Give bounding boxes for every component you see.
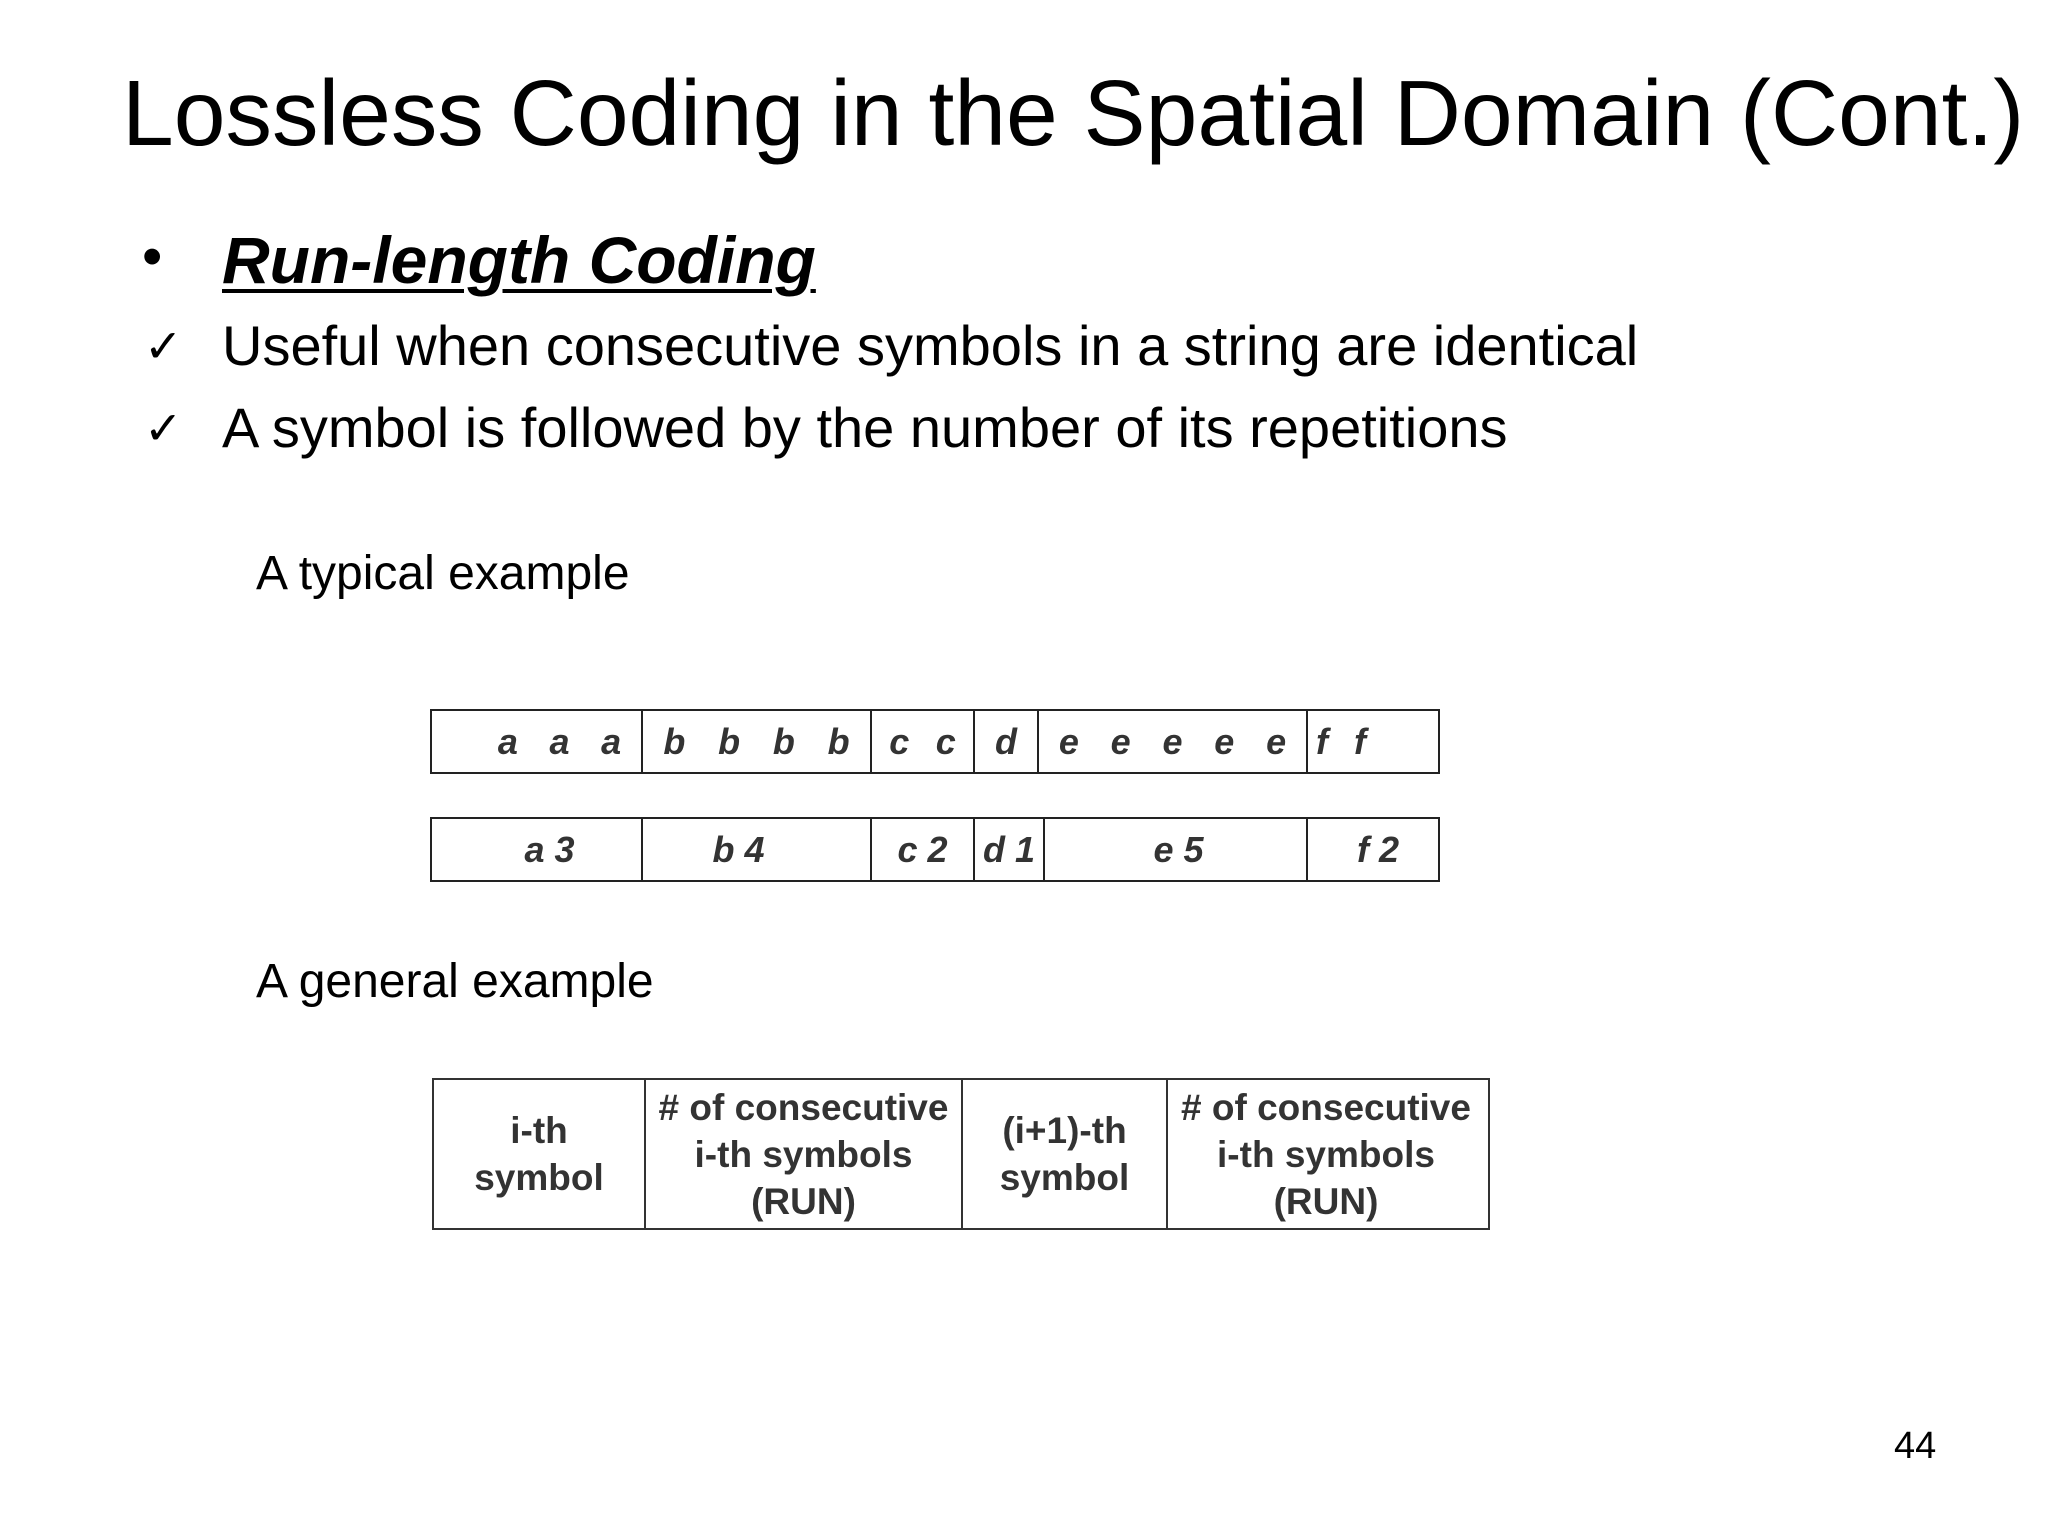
symbol-c: c bbox=[935, 720, 956, 762]
run-group-a bbox=[432, 711, 641, 772]
symbol-e: e bbox=[1214, 720, 1235, 762]
cell-line: # of consecutive bbox=[658, 1086, 949, 1128]
symbol-e: e bbox=[1110, 720, 1131, 762]
symbol-c: c bbox=[889, 720, 910, 762]
section-heading: Run-length Coding bbox=[222, 223, 816, 297]
symbol-e: e bbox=[1058, 720, 1079, 762]
cell-line: (RUN) bbox=[751, 1180, 856, 1222]
encoded-run: f 2 bbox=[1306, 819, 1438, 880]
encoded-run: c 2 bbox=[870, 819, 973, 880]
cell-line: symbol bbox=[999, 1157, 1130, 1198]
run-group-c bbox=[870, 711, 973, 772]
cell-line: i-th symbols bbox=[694, 1133, 913, 1175]
point-2: A symbol is followed by the number of its repetitions bbox=[222, 396, 1508, 459]
run-group-e bbox=[1037, 711, 1306, 772]
page-number: 44 bbox=[1894, 1425, 1937, 1467]
cell-line: i-th bbox=[510, 1110, 568, 1151]
checkmark-icon: ✓ bbox=[144, 402, 183, 454]
symbol-f: f bbox=[1354, 720, 1366, 762]
i-plus-1-run-cell bbox=[1166, 1080, 1484, 1228]
symbol-a: a bbox=[549, 720, 570, 762]
cell-line: (i+1)-th bbox=[1002, 1110, 1127, 1151]
i-plus-1-symbol-cell bbox=[961, 1080, 1166, 1228]
run-group-b bbox=[641, 711, 870, 772]
symbol-a: a bbox=[601, 720, 622, 762]
run-group-f bbox=[1306, 711, 1438, 772]
general-example-caption: A general example bbox=[256, 955, 654, 1008]
cell-line: # of consecutive bbox=[1181, 1086, 1471, 1128]
slide-title: Lossless Coding in the Spatial Domain (Cont.) bbox=[122, 61, 2025, 165]
typical-example-caption: A typical example bbox=[256, 547, 630, 600]
cell-line: i-th symbols bbox=[1217, 1133, 1435, 1175]
bullet-icon: • bbox=[142, 224, 163, 289]
symbol-b: b bbox=[772, 720, 795, 762]
point-1: Useful when consecutive symbols in a string are identical bbox=[222, 314, 1639, 377]
ith-symbol-cell bbox=[434, 1080, 644, 1228]
symbol-b: b bbox=[663, 720, 686, 762]
encoded-run: e 5 bbox=[1043, 819, 1306, 880]
symbol-a: a bbox=[497, 720, 518, 762]
run-group-d bbox=[973, 711, 1037, 772]
symbol-d: d bbox=[995, 720, 1017, 762]
symbol-e: e bbox=[1162, 720, 1183, 762]
encoded-run: b 4 bbox=[641, 819, 870, 880]
encoded-run: a 3 bbox=[524, 828, 575, 870]
cell-line: (RUN) bbox=[1273, 1180, 1379, 1222]
symbol-f: f bbox=[1316, 720, 1328, 762]
symbol-b: b bbox=[718, 720, 741, 762]
symbol-e: e bbox=[1266, 720, 1287, 762]
general-format-table bbox=[432, 1078, 1490, 1230]
encoded-string-strip bbox=[430, 817, 1440, 882]
checkmark-icon: ✓ bbox=[144, 320, 183, 372]
ith-run-cell bbox=[644, 1080, 961, 1228]
cell-line: symbol bbox=[474, 1157, 604, 1198]
original-string-strip bbox=[430, 709, 1440, 774]
symbol-b: b bbox=[827, 720, 850, 762]
encoded-run: d 1 bbox=[973, 819, 1043, 880]
